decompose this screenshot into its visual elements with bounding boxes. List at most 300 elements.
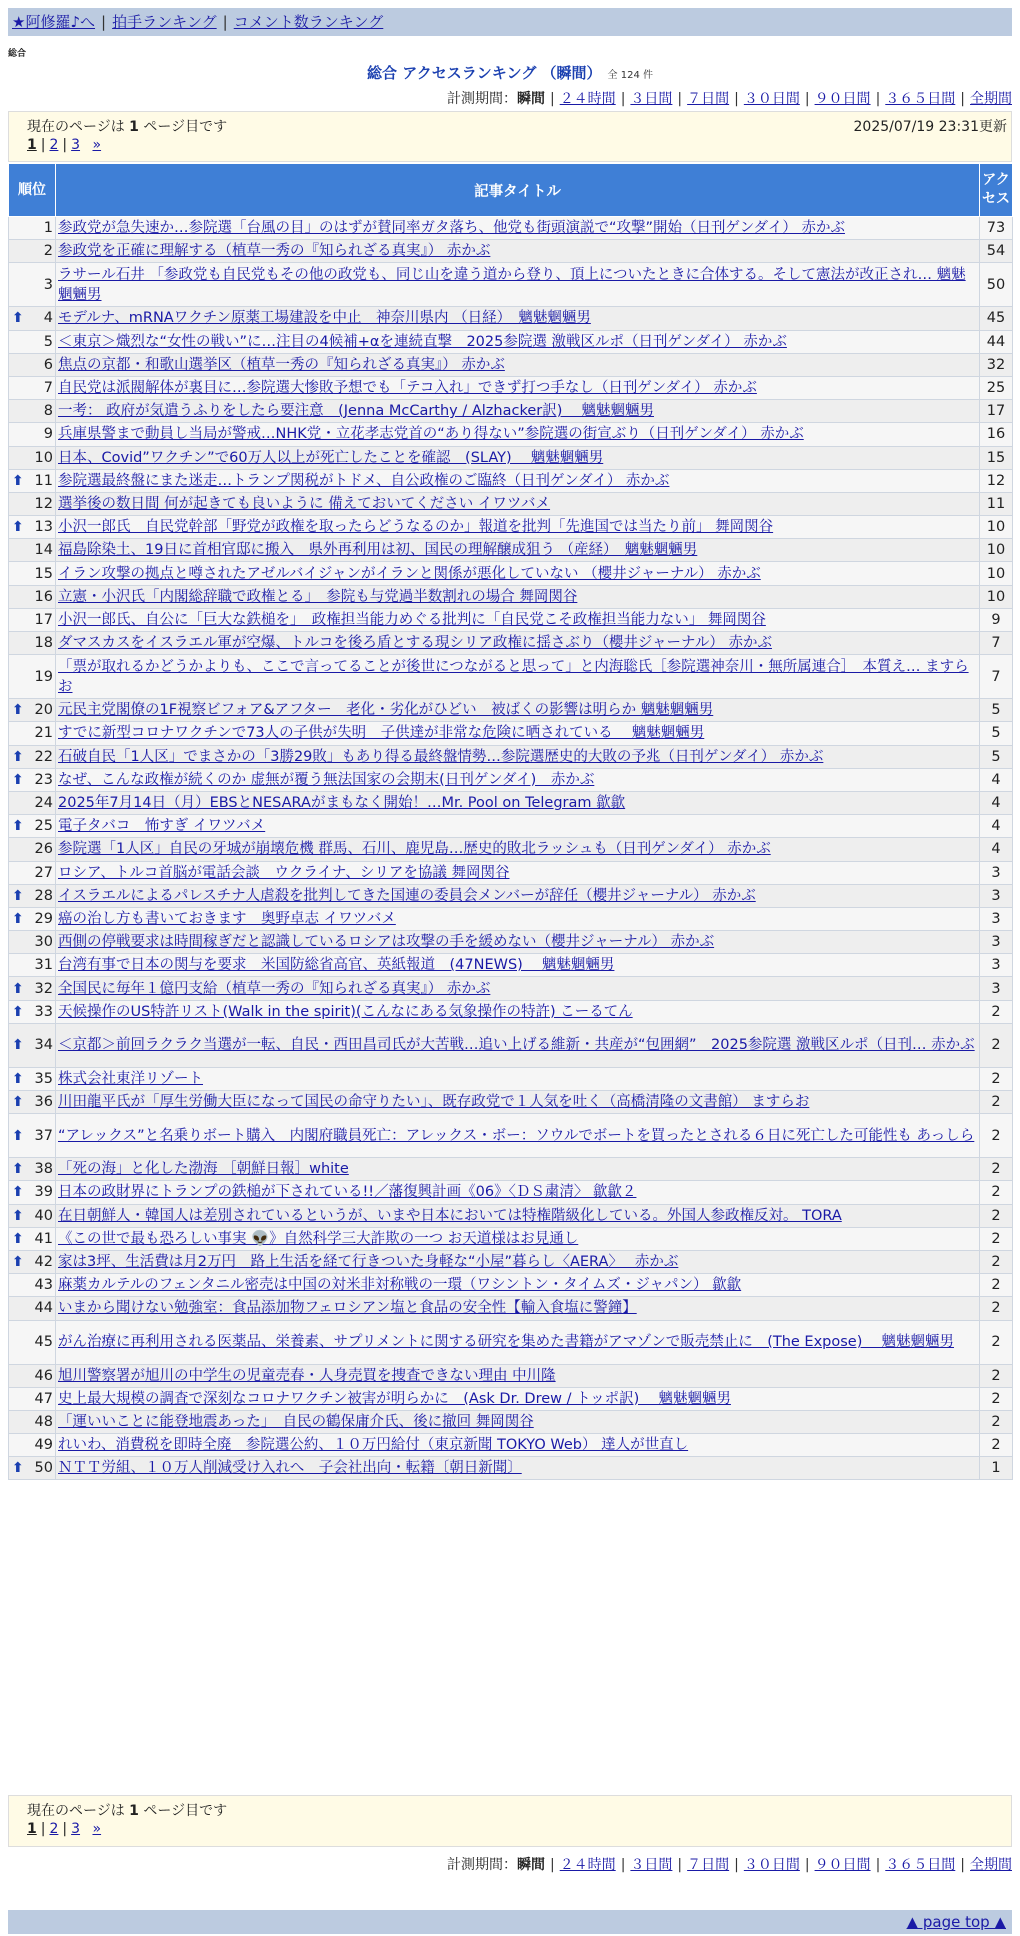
article-link[interactable]: 電子タバコ 怖すぎ イワツバメ: [58, 818, 266, 835]
rank-up-arrow-icon: ⬆: [12, 980, 24, 997]
rank-up-arrow-icon: ⬆: [12, 1460, 24, 1477]
rank-number: 38: [34, 1161, 53, 1178]
access-count: 2: [980, 1181, 1013, 1204]
table-row: [9, 469, 1013, 492]
article-link[interactable]: 石破自民「1人区」でまさかの「3勝29敗」もあり得る最終盤情勢…参院選歴史的大敗の予兆（日刊ゲンダイ） 赤かぶ: [58, 748, 824, 765]
footer-bar: [8, 1910, 1012, 1934]
article-link[interactable]: 「票が取れるかどうかよりも、ここで言ってることが後世につながると思って」と内海聡氏［参院選神奈川・無所属連合］ 本質え… ますらお: [58, 658, 969, 695]
rank-number: 9: [43, 426, 53, 443]
rank-cell: [9, 240, 56, 263]
rank-number: 27: [34, 864, 53, 881]
title-cell: [56, 562, 980, 585]
article-link[interactable]: 参院選最終盤にまた迷走…トランプ関税がトドメ、自公政権のご臨終（日刊ゲンダイ） 赤かぶ: [58, 472, 670, 489]
table-row: [9, 492, 1013, 515]
period-separator: |: [549, 91, 555, 107]
period-link[interactable]: ７日間: [687, 1857, 730, 1873]
table-row: [9, 768, 1013, 791]
article-link[interactable]: 一考： 政府が気遣うふりをしたら要注意 (Jenna McCarthy / Alzhacker訳) 魑魅魍魎男: [58, 403, 654, 420]
table-row: [9, 376, 1013, 399]
article-link[interactable]: 福島除染土、19日に首相官邸に搬入 県外再利用は初、国民の理解醸成狙う （産経） 魑魅魍魎男: [58, 542, 698, 559]
rank-cell: [9, 722, 56, 745]
table-row: [9, 884, 1013, 907]
rank-cell: [9, 1434, 56, 1457]
period-link[interactable]: ９０日間: [814, 91, 871, 107]
table-row: [9, 608, 1013, 631]
access-header: アクセス: [980, 164, 1013, 217]
rank-cell: [9, 1181, 56, 1204]
table-row: [9, 516, 1013, 539]
table-row: [9, 423, 1013, 446]
article-link[interactable]: 川田龍平氏が「厚生労働大臣になって国民の命守りたい」、既存政党で１人気を吐く（高橋清隆の文書館） ますらお: [58, 1094, 810, 1111]
article-link[interactable]: モデルナ、mRNAワクチン原薬工場建設を中止 神奈川県内 （日経） 魑魅魍魎男: [58, 310, 591, 327]
page-info-number: 1: [129, 119, 139, 135]
rank-number: 28: [34, 887, 53, 904]
article-link[interactable]: 参院選「1人区」自民の牙城が崩壊危機 群馬、石川、鹿児島…歴史的敗北ラッシュも（日刊ゲンダイ） 赤かぶ: [58, 841, 771, 858]
rank-cell: [9, 977, 56, 1000]
title-cell: [56, 722, 980, 745]
rank-number: 34: [34, 1037, 53, 1054]
table-row: [9, 1091, 1013, 1114]
rank-cell: [9, 446, 56, 469]
rank-number: 3: [43, 276, 53, 293]
title-cell: [56, 1320, 980, 1364]
title-cell: [56, 1297, 980, 1320]
title-cell: [56, 539, 980, 562]
period-separator: |: [875, 1857, 881, 1873]
title-cell: [56, 791, 980, 814]
pager-link[interactable]: 3: [71, 137, 81, 153]
access-count: 50: [980, 263, 1013, 307]
article-link[interactable]: ＮＴＴ労組、１０万人削減受け入れへ 子会社出向・転籍〔朝日新聞〕: [58, 1460, 522, 1477]
rank-cell: [9, 1067, 56, 1090]
article-link[interactable]: がん治療に再利用される医薬品、栄養素、サプリメントに関する研究を集めた書籍がアマゾンで販売禁止に (The Expose) 魑魅魍魎男: [58, 1334, 954, 1350]
rank-number: 10: [34, 449, 53, 466]
title-cell: [56, 608, 980, 631]
rank-cell: [9, 632, 56, 655]
title-cell: [56, 1091, 980, 1114]
access-count: 15: [980, 446, 1013, 469]
period-label: 計測期間：: [446, 1857, 517, 1873]
title-cell: [56, 1250, 980, 1273]
article-link[interactable]: 日本の政財界にトランプの鉄槌が下されている!!／藩復興計画《06》〈ＤＳ粛清〉 歙歙２: [58, 1184, 637, 1201]
rank-number: 1: [43, 220, 53, 237]
table-row: [9, 1274, 1013, 1297]
article-link[interactable]: れいわ、消費税を即時全廃 参院選公約、１０万円給付（東京新聞 TOKYO Web） 達人が世直し: [58, 1437, 689, 1454]
rank-up-arrow-icon: ⬆: [12, 519, 24, 536]
rank-up-arrow-icon: ⬆: [12, 1037, 24, 1054]
access-count: 4: [980, 838, 1013, 861]
rank-number: 33: [34, 1003, 53, 1020]
title-cell: [56, 307, 980, 330]
access-count: 32: [980, 353, 1013, 376]
rank-cell: [9, 1410, 56, 1433]
period-separator: |: [804, 1857, 810, 1873]
article-link[interactable]: いまから聞けない勉強室：食品添加物フェロシアン塩と食品の安全性【輸入食塩に警鐘】: [58, 1300, 637, 1317]
title-cell: [56, 217, 980, 240]
period-current: 瞬間: [516, 1857, 545, 1873]
period-separator: |: [804, 91, 810, 107]
rank-number: 12: [34, 495, 53, 512]
title-cell: [56, 1023, 980, 1067]
page-info-suffix: ページ目です: [138, 1803, 228, 1819]
article-link[interactable]: 選挙後の数日間 何が起きても良いように 備えておいてください イワツバメ: [58, 495, 551, 512]
table-row: [9, 307, 1013, 330]
pager-separator: |: [40, 137, 46, 153]
table-row: [9, 330, 1013, 353]
period-separator: |: [960, 91, 965, 107]
period-link[interactable]: ３０日間: [743, 1857, 800, 1873]
table-row: [9, 400, 1013, 423]
rank-cell: [9, 562, 56, 585]
rank-cell: [9, 307, 56, 330]
access-count: 2: [980, 1091, 1013, 1114]
rank-up-arrow-icon: ⬆: [12, 1127, 24, 1144]
rank-cell: [9, 884, 56, 907]
table-row: [9, 539, 1013, 562]
title-cell: [56, 353, 980, 376]
access-count: 1: [980, 1457, 1013, 1480]
rank-number: 22: [34, 748, 53, 765]
article-link[interactable]: 台湾有事で日本の関与を要求 米国防総省高官、英紙報道 (47NEWS) 魑魅魍魎男: [58, 957, 615, 974]
access-count: 4: [980, 815, 1013, 838]
rank-cell: [9, 791, 56, 814]
access-count: 5: [980, 745, 1013, 768]
period-link[interactable]: ３日間: [630, 1857, 673, 1873]
title-cell: [56, 907, 980, 930]
period-link[interactable]: ３６５日間: [885, 91, 956, 107]
title-cell: [56, 931, 980, 954]
access-count: 16: [980, 423, 1013, 446]
updated-timestamp: 2025/07/19 23:31更新: [853, 119, 1007, 135]
pager-separator: |: [62, 137, 68, 153]
article-link[interactable]: 天候操作のUS特許リスト(Walk in the spirit)(こんなにある気象操作の特許) こーるてん: [58, 1003, 633, 1020]
article-link[interactable]: 「運いいことに能登地震あった」 自民の鶴保庸介氏、後に撤回 舞岡関谷: [58, 1413, 534, 1430]
nav-separator: |: [101, 13, 107, 31]
table-row: [9, 1364, 1013, 1387]
rank-header: 順位: [9, 164, 56, 217]
title-cell: [56, 585, 980, 608]
article-link[interactable]: 旭川警察署が旭川の中学生の児童売春・人身売買を捜査できない理由 中川隆: [58, 1367, 556, 1384]
table-row: [9, 1000, 1013, 1023]
access-count: 3: [980, 954, 1013, 977]
table-row: [9, 931, 1013, 954]
table-row: [9, 217, 1013, 240]
article-link[interactable]: 「死の海」と化した渤海 ［朝鮮日報］white: [58, 1161, 349, 1178]
title-cell: [56, 954, 980, 977]
page-info-text: [27, 1800, 227, 1820]
rank-number: 40: [34, 1207, 53, 1224]
table-row: [9, 1320, 1013, 1364]
rank-cell: [9, 353, 56, 376]
title-cell: [56, 516, 980, 539]
table-row: [9, 1297, 1013, 1320]
access-count: 3: [980, 861, 1013, 884]
page-info-number: 1: [129, 1803, 139, 1819]
table-row: [9, 240, 1013, 263]
rank-cell: [9, 376, 56, 399]
title-cell: [56, 400, 980, 423]
access-count: 10: [980, 562, 1013, 585]
article-link[interactable]: すでに新型コロナワクチンで73人の子供が失明 子供達が非常な危険に晒されている 魑魅魍魎男: [58, 725, 705, 742]
rank-cell: [9, 330, 56, 353]
access-count: 3: [980, 977, 1013, 1000]
rank-up-arrow-icon: ⬆: [12, 1207, 24, 1224]
table-row: [9, 861, 1013, 884]
article-link[interactable]: “アレックス”と名乗りボート購入 内閣府職員死亡：アレックス・ボー：ソウルでボートを買ったとされる６日に死亡した可能性も あっしら: [58, 1127, 975, 1144]
table-row: [9, 446, 1013, 469]
period-selector-bottom: [447, 1854, 1012, 1874]
article-link[interactable]: 株式会社東洋リゾート: [58, 1070, 203, 1087]
access-count: 4: [980, 791, 1013, 814]
rank-number: 19: [34, 668, 53, 685]
rank-cell: [9, 954, 56, 977]
title-cell: [56, 1434, 980, 1457]
access-count: 2: [980, 1204, 1013, 1227]
title-cell: [56, 446, 980, 469]
access-count: 2: [980, 1227, 1013, 1250]
table-row: [9, 838, 1013, 861]
access-count: 10: [980, 585, 1013, 608]
title-cell: [56, 1158, 980, 1181]
title-cell: [56, 884, 980, 907]
rank-cell: [9, 861, 56, 884]
home-link[interactable]: ★阿修羅♪へ: [12, 13, 96, 31]
article-link[interactable]: 西側の停戦要求は時間稼ぎだと認識しているロシアは攻撃の手を緩めない（櫻井ジャーナル） 赤かぶ: [58, 934, 715, 951]
article-link[interactable]: 史上最大規模の調査で深刻なコロナワクチン被害が明らかに (Ask Dr. Drew / トッポ訳) 魑魅魍魎男: [58, 1390, 731, 1407]
rank-number: 21: [34, 725, 53, 742]
table-row: [9, 1434, 1013, 1457]
period-link[interactable]: 全期間: [970, 1857, 1012, 1873]
table-row: [9, 907, 1013, 930]
article-link[interactable]: 小沢一郎氏 自民党幹部「野党が政権を取ったらどうなるのか」報道を批判「先進国では当たり前」 舞岡関谷: [58, 519, 774, 536]
rank-number: 13: [34, 519, 53, 536]
article-link[interactable]: 自民党は派閥解体が裏目に…参院選大惨敗予想でも「テコ入れ」できず打つ手なし（日刊ゲンダイ） 赤かぶ: [58, 380, 757, 397]
rank-cell: [9, 516, 56, 539]
article-link[interactable]: ラサール石井 「参政党も自民党もその他の政党も、同じ山を違う道から登り、頂上についたときに合体する。そして憲法が改正され… 魑魅魍魎男: [58, 266, 966, 303]
article-link[interactable]: 兵庫県警まで動員し当局が警戒…NHK党・立花孝志党首の“あり得ない”参院選の街宣ぶり（日刊ゲンダイ） 赤かぶ: [58, 426, 804, 443]
rank-up-arrow-icon: ⬆: [12, 1161, 24, 1178]
rank-up-arrow-icon: ⬆: [12, 1254, 24, 1271]
rank-cell: [9, 585, 56, 608]
article-link[interactable]: 参政党が急失速か…参院選「台風の目」のはずが賛同率ガタ落ち、他党も街頭演説で“攻撃”開始（日刊ゲンダイ） 赤かぶ: [58, 220, 845, 237]
access-count: 2: [980, 1250, 1013, 1273]
pager-link[interactable]: 2: [49, 137, 59, 153]
title-header: 記事タイトル: [56, 164, 980, 217]
rank-cell: [9, 768, 56, 791]
article-link[interactable]: 2025年7月14日（月）EBSとNESARAがまもなく開始！…Mr. Pool on Telegram 歙歙: [58, 795, 626, 812]
period-link[interactable]: ２４時間: [559, 1857, 616, 1873]
pager-link[interactable]: 3: [71, 1821, 81, 1837]
title-cell: [56, 469, 980, 492]
table-row: [9, 263, 1013, 307]
page-info-prefix: 現在のページは: [27, 1803, 130, 1819]
period-link[interactable]: ３日間: [630, 91, 673, 107]
page-info-suffix: ページ目です: [138, 119, 228, 135]
pager-next-link[interactable]: »: [92, 137, 102, 153]
table-row: [9, 954, 1013, 977]
item-count: 全 124 件: [607, 70, 653, 81]
table-row: [9, 722, 1013, 745]
category-label: 総合: [8, 49, 27, 59]
table-row: [9, 1457, 1013, 1480]
rank-number: 2: [43, 243, 53, 260]
access-count: 73: [980, 217, 1013, 240]
access-count: 2: [980, 1000, 1013, 1023]
period-separator: |: [677, 91, 683, 107]
access-count: 2: [980, 1297, 1013, 1320]
access-count: 7: [980, 655, 1013, 699]
rank-up-arrow-icon: ⬆: [12, 310, 24, 327]
article-link[interactable]: 日本、Covid”ワクチン”で60万人以上が死亡したことを確認 (SLAY) 魑魅魍魎男: [58, 449, 604, 466]
table-row: [9, 1067, 1013, 1090]
access-count: 10: [980, 539, 1013, 562]
pager-link[interactable]: 2: [49, 1821, 59, 1837]
title-cell: [56, 977, 980, 1000]
title-cell: [56, 699, 980, 722]
period-link[interactable]: ３６５日間: [885, 1857, 956, 1873]
title-cell: [56, 1227, 980, 1250]
access-count: 2: [980, 1434, 1013, 1457]
rank-cell: [9, 217, 56, 240]
period-separator: |: [677, 1857, 683, 1873]
pager-next-link[interactable]: »: [92, 1821, 102, 1837]
access-count: 5: [980, 722, 1013, 745]
rank-number: 15: [34, 565, 53, 582]
rank-cell: [9, 1457, 56, 1480]
rank-cell: [9, 907, 56, 930]
access-count: 11: [980, 492, 1013, 515]
rank-number: 50: [34, 1460, 53, 1477]
article-link[interactable]: 立憲・小沢氏「内閣総辞職で政権とる」 参院も与党過半数割れの場合 舞岡関谷: [58, 588, 578, 605]
article-link[interactable]: 焦点の京都・和歌山選挙区（植草一秀の『知られざる真実』） 赤かぶ: [58, 356, 505, 373]
rank-cell: [9, 539, 56, 562]
title-cell: [56, 376, 980, 399]
access-count: 9: [980, 608, 1013, 631]
article-link[interactable]: 家は3坪、生活費は月2万円 路上生活を経て行きついた身軽な“小屋”暮らし〈AERA〉 赤かぶ: [58, 1254, 679, 1271]
rank-cell: [9, 815, 56, 838]
rank-number: 14: [34, 542, 53, 559]
title-cell: [56, 1000, 980, 1023]
ranking-title: 総合 アクセスランキング （瞬間）: [367, 64, 602, 82]
period-separator: |: [620, 91, 626, 107]
rank-up-arrow-icon: ⬆: [12, 472, 24, 489]
access-count: 4: [980, 768, 1013, 791]
access-count: 10: [980, 516, 1013, 539]
article-link[interactable]: 全国民に毎年１億円支給（植草一秀の『知られざる真実』） 赤かぶ: [58, 980, 491, 997]
nav-separator: |: [222, 13, 228, 31]
period-separator: |: [960, 1857, 965, 1873]
period-link[interactable]: 全期間: [970, 91, 1012, 107]
table-row: [9, 585, 1013, 608]
rank-cell: [9, 1000, 56, 1023]
rank-cell: [9, 1158, 56, 1181]
rank-cell: [9, 838, 56, 861]
access-count: 2: [980, 1364, 1013, 1387]
article-link[interactable]: ＜東京＞熾烈な“女性の戦い”に…注目の4候補+αを連続直撃 2025参院選 激戦区ルポ（日刊ゲンダイ） 赤かぶ: [58, 333, 787, 350]
access-count: 2: [980, 1410, 1013, 1433]
rank-number: 39: [34, 1184, 53, 1201]
page-top-link[interactable]: ▲ page top ▲: [906, 1913, 1006, 1931]
article-link[interactable]: 元民主党閣僚の1F視察ビフォア&アフター 老化・劣化がひどい 被ばくの影響は明らか 魑魅魍魎男: [58, 702, 714, 719]
rank-number: 24: [34, 795, 53, 812]
applause-ranking-link[interactable]: 拍手ランキング: [112, 13, 217, 31]
rank-number: 7: [43, 380, 53, 397]
table-row: [9, 1410, 1013, 1433]
table-row: [9, 1181, 1013, 1204]
article-link[interactable]: ロシア、トルコ首脳が電話会談 ウクライナ、シリアを協議 舞岡関谷: [58, 864, 510, 881]
table-row: [9, 1204, 1013, 1227]
rank-cell: [9, 1091, 56, 1114]
article-link[interactable]: ＜京都＞前回ラクラク当選が一転、自民・西田昌司氏が大苦戦…追い上げる維新・共産が“包囲網” 2025参院選 激戦区ルポ（日刊… 赤かぶ: [58, 1037, 975, 1054]
access-count: 2: [980, 1320, 1013, 1364]
title-cell: [56, 1114, 980, 1158]
rank-cell: [9, 1320, 56, 1364]
article-link[interactable]: 麻薬カルテルのフェンタニル密売は中国の対米非対称戦の一環（ワシントン・タイムズ・ジャパン） 歙歙: [58, 1277, 742, 1294]
rank-number: 30: [34, 934, 53, 951]
access-count: 17: [980, 400, 1013, 423]
rank-up-arrow-icon: ⬆: [12, 1094, 24, 1111]
access-count: 3: [980, 931, 1013, 954]
rank-number: 45: [34, 1334, 53, 1350]
rank-cell: [9, 1023, 56, 1067]
rank-number: 20: [34, 702, 53, 719]
article-link[interactable]: 在日朝鮮人・韓国人は差別されているというが、いまや日本においては特権階級化している。外国人参政権反対。 TORA: [58, 1207, 842, 1224]
rank-number: 47: [34, 1390, 53, 1407]
title-cell: [56, 815, 980, 838]
access-count: 2: [980, 1274, 1013, 1297]
access-count: 7: [980, 632, 1013, 655]
article-link[interactable]: イスラエルによるパレスチナ人虐殺を批判してきた国連の委員会メンバーが辞任（櫻井ジャーナル） 赤かぶ: [58, 887, 756, 904]
rank-up-arrow-icon: ⬆: [12, 1003, 24, 1020]
period-link[interactable]: ９０日間: [814, 1857, 871, 1873]
access-count: 54: [980, 240, 1013, 263]
comment-ranking-link[interactable]: コメント数ランキング: [233, 13, 384, 31]
title-cell: [56, 423, 980, 446]
rank-number: 5: [43, 333, 53, 350]
period-selector-top: [447, 88, 1012, 108]
rank-number: 26: [34, 841, 53, 858]
title-cell: [56, 1364, 980, 1387]
access-count: 2: [980, 1387, 1013, 1410]
period-link[interactable]: ３０日間: [743, 91, 800, 107]
rank-cell: [9, 931, 56, 954]
rank-cell: [9, 423, 56, 446]
article-link[interactable]: ダマスカスをイスラエル軍が空爆、トルコを後ろ盾とする現シリア政権に揺さぶり（櫻井ジャーナル） 赤かぶ: [58, 635, 772, 652]
period-separator: |: [734, 91, 739, 107]
rank-cell: [9, 699, 56, 722]
rank-up-arrow-icon: ⬆: [12, 748, 24, 765]
rank-up-arrow-icon: ⬆: [12, 1070, 24, 1087]
period-link[interactable]: ２４時間: [559, 91, 616, 107]
ranking-table: [8, 163, 1013, 1480]
title-cell: [56, 1410, 980, 1433]
article-link[interactable]: 《この世で最も恐ろしい事実 👽》自然科学三大詐欺の一つ お天道様はお見通し: [58, 1230, 579, 1247]
rank-number: 11: [34, 472, 53, 489]
period-link[interactable]: ７日間: [687, 91, 730, 107]
article-link[interactable]: 癌の治し方も書いておきます 奥野卓志 イワツバメ: [58, 910, 396, 927]
rank-number: 42: [34, 1254, 53, 1271]
pager-bottom: [27, 1821, 101, 1837]
rank-cell: [9, 1387, 56, 1410]
article-link[interactable]: なぜ、こんな政権が続くのか 虚無が覆う無法国家の会期末(日刊ゲンダイ) 赤かぶ: [58, 771, 595, 788]
article-link[interactable]: イラン攻撃の拠点と噂されたアゼルバイジャンがイランと関係が悪化していない （櫻井ジャーナル） 赤かぶ: [58, 565, 761, 582]
rank-number: 16: [34, 588, 53, 605]
article-link[interactable]: 参政党を正確に理解する（植草一秀の『知られざる真実』） 赤かぶ: [58, 243, 491, 260]
title-cell: [56, 1274, 980, 1297]
rank-number: 48: [34, 1413, 53, 1430]
pager-current: 1: [27, 137, 37, 153]
article-link[interactable]: 小沢一郎氏、自公に「巨大な鉄槌を」 政権担当能力めぐる批判に「自民党こそ政権担当能力ない」 舞岡関谷: [58, 611, 766, 628]
